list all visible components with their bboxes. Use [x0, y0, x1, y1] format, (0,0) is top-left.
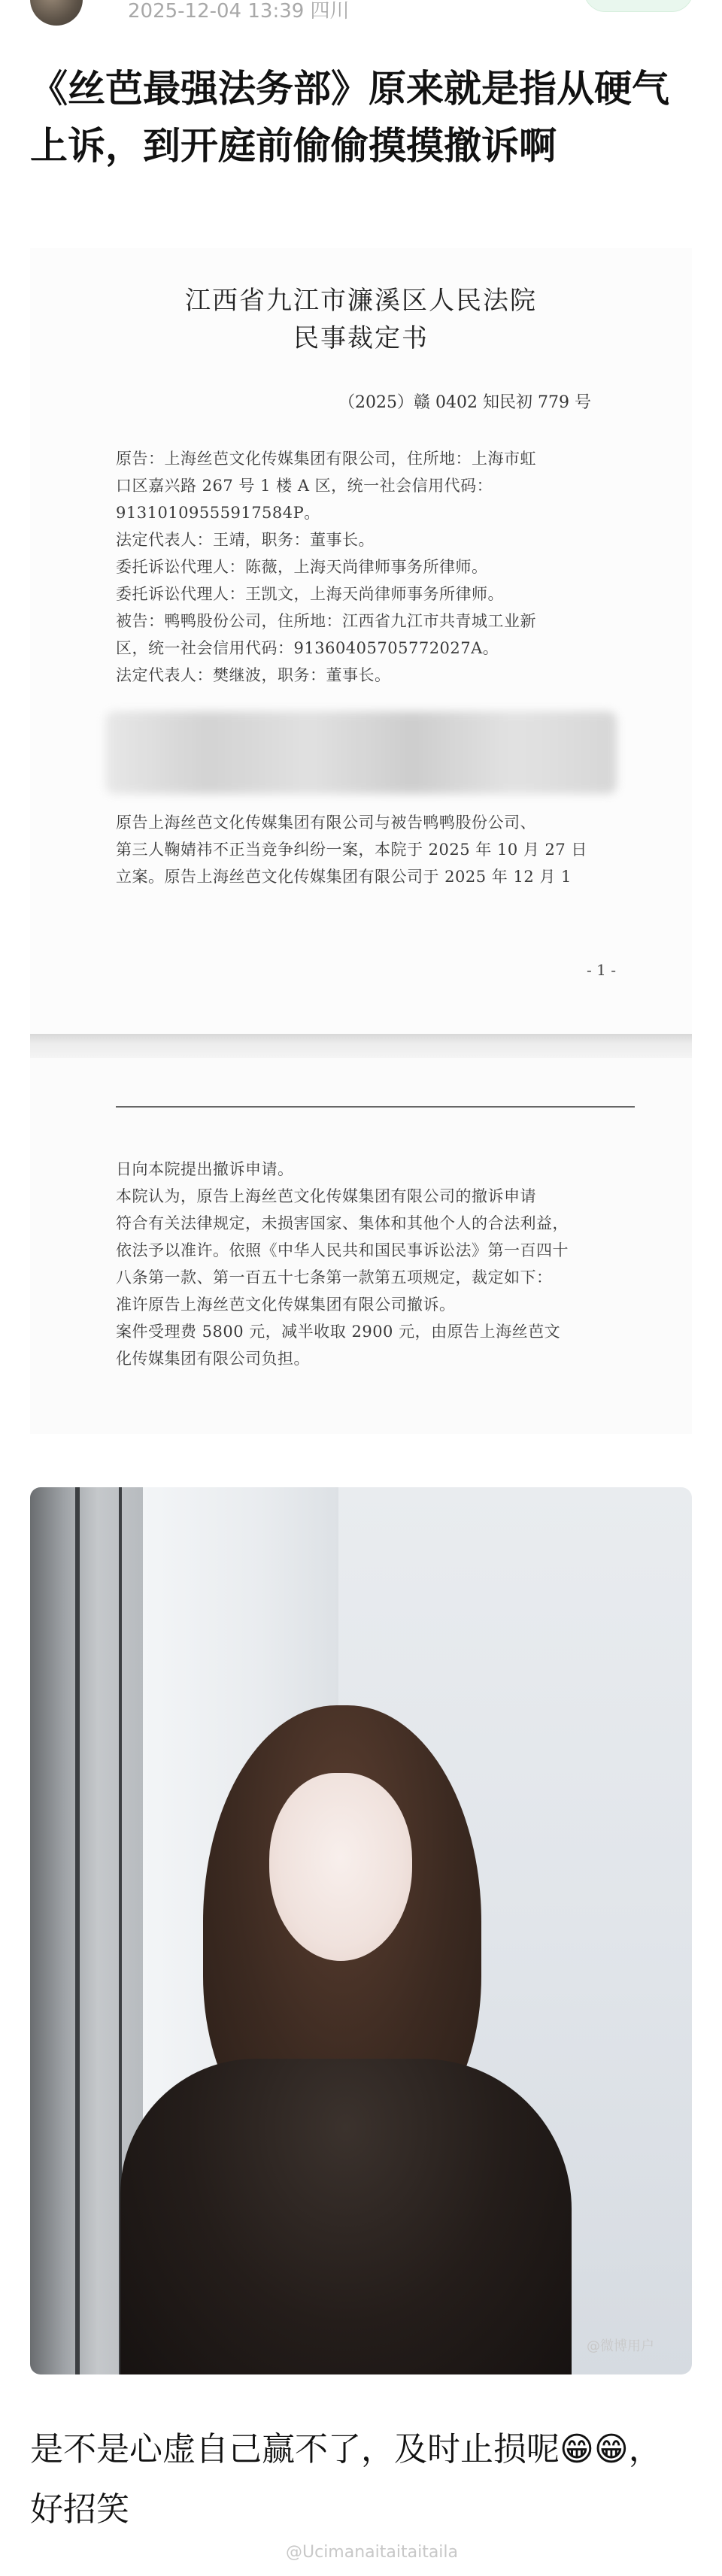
photo-watermark: @微博用户	[587, 2338, 654, 2354]
ruling-line: 案件受理费 5800 元，减半收取 2900 元，由原告上海丝芭文	[116, 1323, 561, 1341]
facts-line: 立案。原告上海丝芭文化传媒集团有限公司于 2025 年 12 月 1	[116, 868, 572, 886]
ruling-line: 本院认为，原告上海丝芭文化传媒集团有限公司的撤诉申请	[116, 1187, 536, 1205]
parties-section	[116, 445, 644, 689]
facts-section	[116, 809, 644, 890]
person-face	[269, 1773, 412, 1961]
document-type: 民事裁定书	[293, 323, 429, 353]
court-name: 江西省九江市濂溪区人民法院	[185, 286, 537, 316]
ruling-line: 八条第一款、第一百五十七条第一款第五项规定，裁定如下：	[116, 1268, 553, 1286]
caption-watermark: @Ucimanaitaitaitaila	[286, 2543, 459, 2562]
parties-line: 原告：上海丝芭文化传媒集团有限公司，住所地：上海市虹	[116, 450, 536, 468]
parties-line: 委托诉讼代理人：陈薇，上海天尚律师事务所律师。	[116, 558, 488, 576]
parties-line: 法定代表人：王靖，职务：董事长。	[116, 531, 375, 549]
facts-line: 第三人鞠婧祎不正当竞争纠纷一案，本院于 2025 年 10 月 27 日	[116, 841, 587, 859]
ruling-line: 依法予以准许。依照《中华人民共和国民事诉讼法》第一百四十	[116, 1241, 569, 1259]
parties-line: 区，统一社会信用代码：91360405705772027A。	[116, 639, 499, 657]
parties-line: 口区嘉兴路 267 号 1 楼 A 区，统一社会信用代码：	[116, 477, 493, 495]
ruling-section	[116, 1156, 644, 1372]
post-caption: 是不是心虚自己赢不了，及时止损呢😁😁，好招笑	[30, 2430, 662, 2529]
post-timestamp-location: 2025-12-04 13:39 四川	[128, 0, 350, 23]
author-avatar[interactable]	[30, 0, 83, 26]
parties-line: 91310109555917584P。	[116, 504, 320, 522]
case-number: （2025）赣 0402 知民初 779 号	[338, 393, 591, 412]
page-number: - 1 -	[587, 961, 616, 979]
post-photo[interactable]	[30, 1487, 692, 2374]
ruling-line: 日向本院提出撤诉申请。	[116, 1160, 294, 1178]
parties-line: 法定代表人：樊继波，职务：董事长。	[116, 666, 391, 684]
post-title: 《丝芭最强法务部》原来就是指从硬气上诉，到开庭前偷偷摸摸撤诉啊	[30, 67, 669, 168]
court-document-page-1[interactable]	[30, 248, 692, 1034]
court-document-page-2[interactable]	[30, 1058, 692, 1434]
person-jacket	[120, 2059, 572, 2374]
follow-button[interactable]	[584, 0, 693, 12]
light-stand	[75, 1487, 80, 2374]
parties-line: 委托诉讼代理人：王凯文，上海天尚律师事务所律师。	[116, 585, 504, 603]
parties-line: 被告：鸭鸭股份公司，住所地：江西省九江市共青城工业新	[116, 612, 536, 630]
page-separator	[30, 1034, 692, 1058]
facts-line: 原告上海丝芭文化传媒集团有限公司与被告鸭鸭股份公司、	[116, 814, 536, 832]
header-rule	[116, 1106, 635, 1108]
redacted-blur	[105, 711, 617, 794]
ruling-line: 准许原告上海丝芭文化传媒集团有限公司撤诉。	[116, 1296, 456, 1314]
ruling-line: 符合有关法律规定，未损害国家、集体和其他个人的合法利益，	[116, 1214, 569, 1232]
ruling-line: 化传媒集团有限公司负担。	[116, 1350, 310, 1368]
